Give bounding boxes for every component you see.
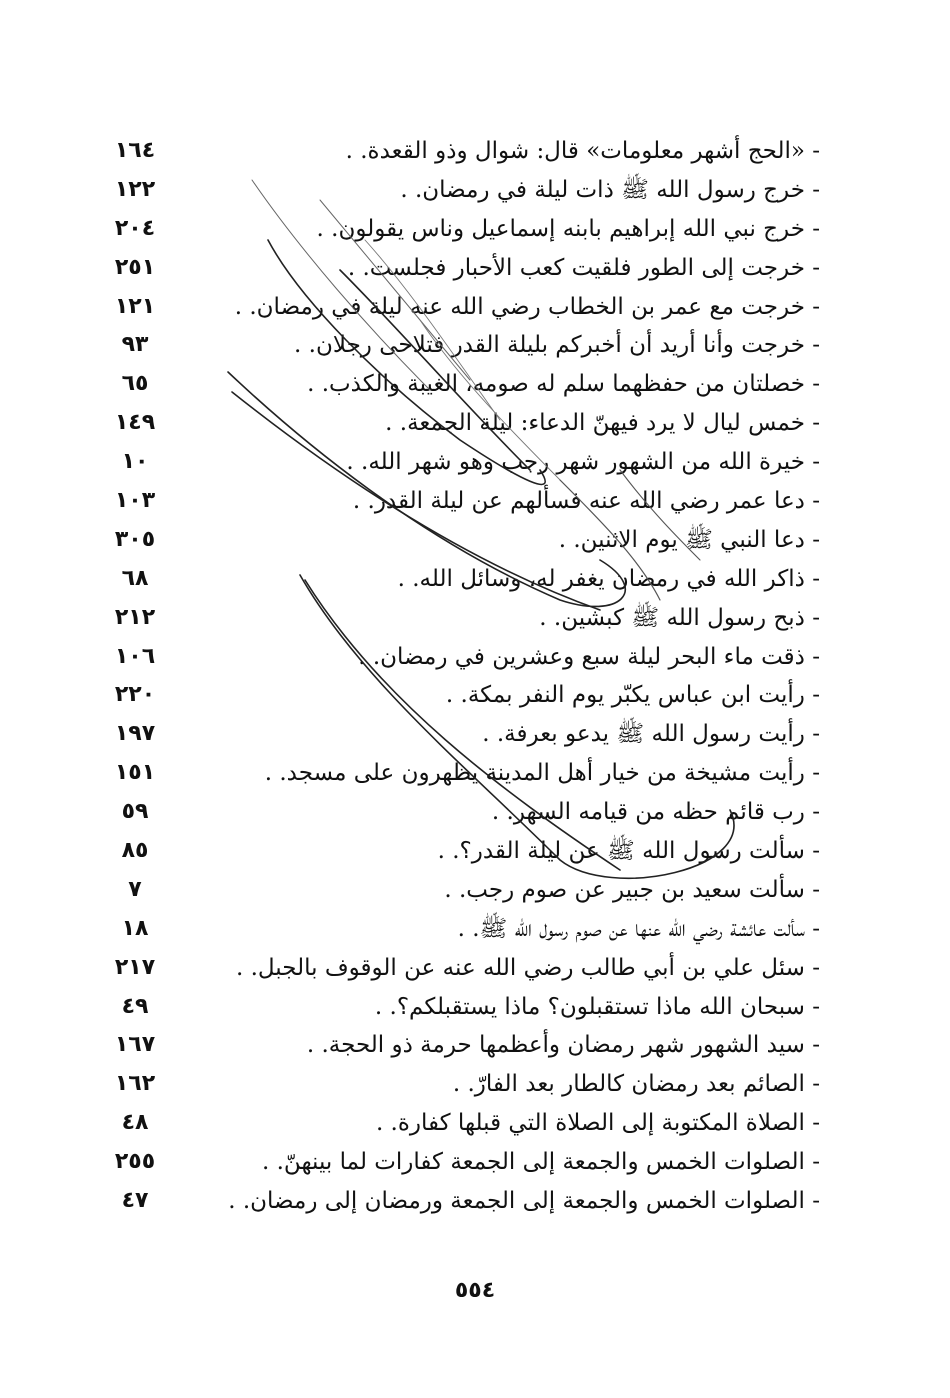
entry-text: - سألت عائشة رضي الله عنها عن صوم رسول الله ﷺ. . xyxy=(457,915,820,942)
entry-text: - خيرة الله من الشهور شهر رجب وهو شهر الله. . xyxy=(346,449,820,476)
entry-page-number: ٢٠٤ xyxy=(114,215,156,241)
index-entry xyxy=(100,560,820,599)
index-entry xyxy=(100,871,820,910)
entry-page-number: ٦٨ xyxy=(121,565,149,591)
entry-page-number: ١٠٣ xyxy=(114,488,156,514)
entry-page-number: ٢٢٠ xyxy=(114,682,156,708)
index-entry xyxy=(100,1026,820,1065)
hadith-index-list xyxy=(100,132,820,1221)
entry-text: - سئل علي بن أبي طالب رضي الله عنه عن الوقوف بالجبل. . xyxy=(235,954,820,981)
entry-text: - دعا النبي ﷺ يوم الاثنين. . xyxy=(558,526,820,553)
index-entry xyxy=(100,1065,820,1104)
entry-text: - الصلوات الخمس والجمعة إلى الجمعة ورمضان إلى رمضان. . xyxy=(228,1188,820,1215)
entry-page-number: ٤٩ xyxy=(121,993,149,1019)
index-entry xyxy=(100,715,820,754)
entry-text: - خصلتان من حفظهما سلم له صومه، الغيبة والكذب. . xyxy=(307,371,820,398)
entry-page-number: ٩٣ xyxy=(121,332,149,358)
entry-page-number: ١٢١ xyxy=(114,293,156,319)
entry-text: - سيد الشهور شهر رمضان وأعظمها حرمة ذو الحجة. . xyxy=(306,1032,820,1059)
entry-text: - خرجت إلى الطور فلقيت كعب الأحبار فجلست. . xyxy=(347,254,820,281)
entry-page-number: ٨٥ xyxy=(121,838,149,864)
index-entry xyxy=(100,599,820,638)
index-entry xyxy=(100,443,820,482)
index-entry xyxy=(100,482,820,521)
index-entry xyxy=(100,365,820,404)
entry-page-number: ١٥١ xyxy=(114,760,156,786)
index-entry xyxy=(100,404,820,443)
index-entry xyxy=(100,949,820,988)
entry-page-number: ١٤٩ xyxy=(114,410,156,436)
entry-page-number: ٤٧ xyxy=(121,1188,149,1214)
entry-text: - «الحج أشهر معلومات» قال: شوال وذو القعدة. . xyxy=(345,138,820,164)
entry-text: - ذبح رسول الله ﷺ كبشين. . xyxy=(539,604,820,631)
entry-text: - ذاكر الله في رمضان يغفر له، وسائل الله. . xyxy=(397,565,820,592)
entry-page-number: ١٦٤ xyxy=(114,138,156,163)
entry-text: - رأيت مشيخة من خيار أهل المدينة يظهرون على مسجد. . xyxy=(264,760,820,787)
entry-text: - خرج رسول الله ﷺ ذات ليلة في رمضان. . xyxy=(400,176,820,203)
entry-page-number: ١٠ xyxy=(121,449,149,475)
entry-page-number: ٢٥٥ xyxy=(114,1149,156,1175)
entry-page-number: ١٨ xyxy=(121,915,149,941)
index-entry xyxy=(100,754,820,793)
entry-page-number: ٣٠٥ xyxy=(114,526,156,552)
index-entry xyxy=(100,676,820,715)
entry-text: - الصلوات الخمس والجمعة إلى الجمعة كفارات لما بينهنّ. . xyxy=(262,1149,820,1176)
entry-text: - الصلاة المكتوبة إلى الصلاة التي قبلها كفارة. . xyxy=(375,1110,820,1137)
index-entry xyxy=(100,638,820,677)
index-entry xyxy=(100,521,820,560)
entry-text: - خرجت مع عمر بن الخطاب رضي الله عنه ليلة في رمضان. . xyxy=(234,293,820,320)
entry-text: - رأيت رسول الله ﷺ يدعو بعرفة. . xyxy=(482,721,820,748)
entry-text: - سبحان الله ماذا تستقبلون؟ ماذا يستقبلكم؟. . xyxy=(374,993,820,1020)
entry-text: - خرجت وأنا أريد أن أخبركم بليلة القدر فتلاحى رجلان. . xyxy=(294,332,820,359)
index-entry xyxy=(100,249,820,288)
entry-page-number: ٧ xyxy=(128,876,142,902)
index-entry xyxy=(100,832,820,871)
entry-text: - سألت رسول الله ﷺ عن ليلة القدر؟. . xyxy=(437,838,820,865)
entry-page-number: ٢١٢ xyxy=(114,604,156,630)
entry-text: - خرج نبي الله إبراهيم بابنه إسماعيل وناس يقولون. . xyxy=(316,215,820,242)
index-entry xyxy=(100,988,820,1027)
entry-page-number: ١٠٦ xyxy=(114,643,156,669)
entry-page-number: ٥٩ xyxy=(121,799,149,825)
index-entry xyxy=(100,1104,820,1143)
entry-page-number: ١٢٢ xyxy=(114,176,156,202)
entry-text: - الصائم بعد رمضان كالطار بعد الفارّ. . xyxy=(452,1071,820,1098)
entry-text: - سألت سعيد بن جبير عن صوم رجب. . xyxy=(444,876,820,903)
entry-text: - دعا عمر رضي الله عنه فسألهم عن ليلة القدر. . xyxy=(352,488,820,515)
entry-text: - رأيت ابن عباس يكبّر يوم النفر بمكة. . xyxy=(445,682,820,709)
index-entry xyxy=(100,1182,820,1221)
page-number: ٥٥٤ xyxy=(454,1278,496,1303)
entry-page-number: ١٩٧ xyxy=(114,721,156,747)
index-entry xyxy=(100,288,820,327)
entry-page-number: ٤٨ xyxy=(121,1110,149,1136)
index-entry xyxy=(100,326,820,365)
index-entry xyxy=(100,171,820,210)
entry-page-number: ٢٥١ xyxy=(114,254,156,280)
index-entry xyxy=(100,1143,820,1182)
index-entry xyxy=(100,210,820,249)
entry-text: - خمس ليال لا يرد فيهنّ الدعاء: ليلة الجمعة. . xyxy=(385,410,820,437)
entry-text: - ذقت ماء البحر ليلة سبع وعشرين في رمضان. . xyxy=(358,643,820,670)
index-entry xyxy=(100,793,820,832)
index-entry xyxy=(100,910,820,949)
entry-page-number: ١٦٢ xyxy=(114,1071,156,1097)
entry-page-number: ٦٥ xyxy=(121,371,149,397)
entry-text: - رب قائم حظه من قيامه السهر. . xyxy=(491,799,820,826)
entry-page-number: ٢١٧ xyxy=(114,954,156,980)
index-entry xyxy=(100,132,820,171)
entry-page-number: ١٦٧ xyxy=(114,1032,156,1058)
